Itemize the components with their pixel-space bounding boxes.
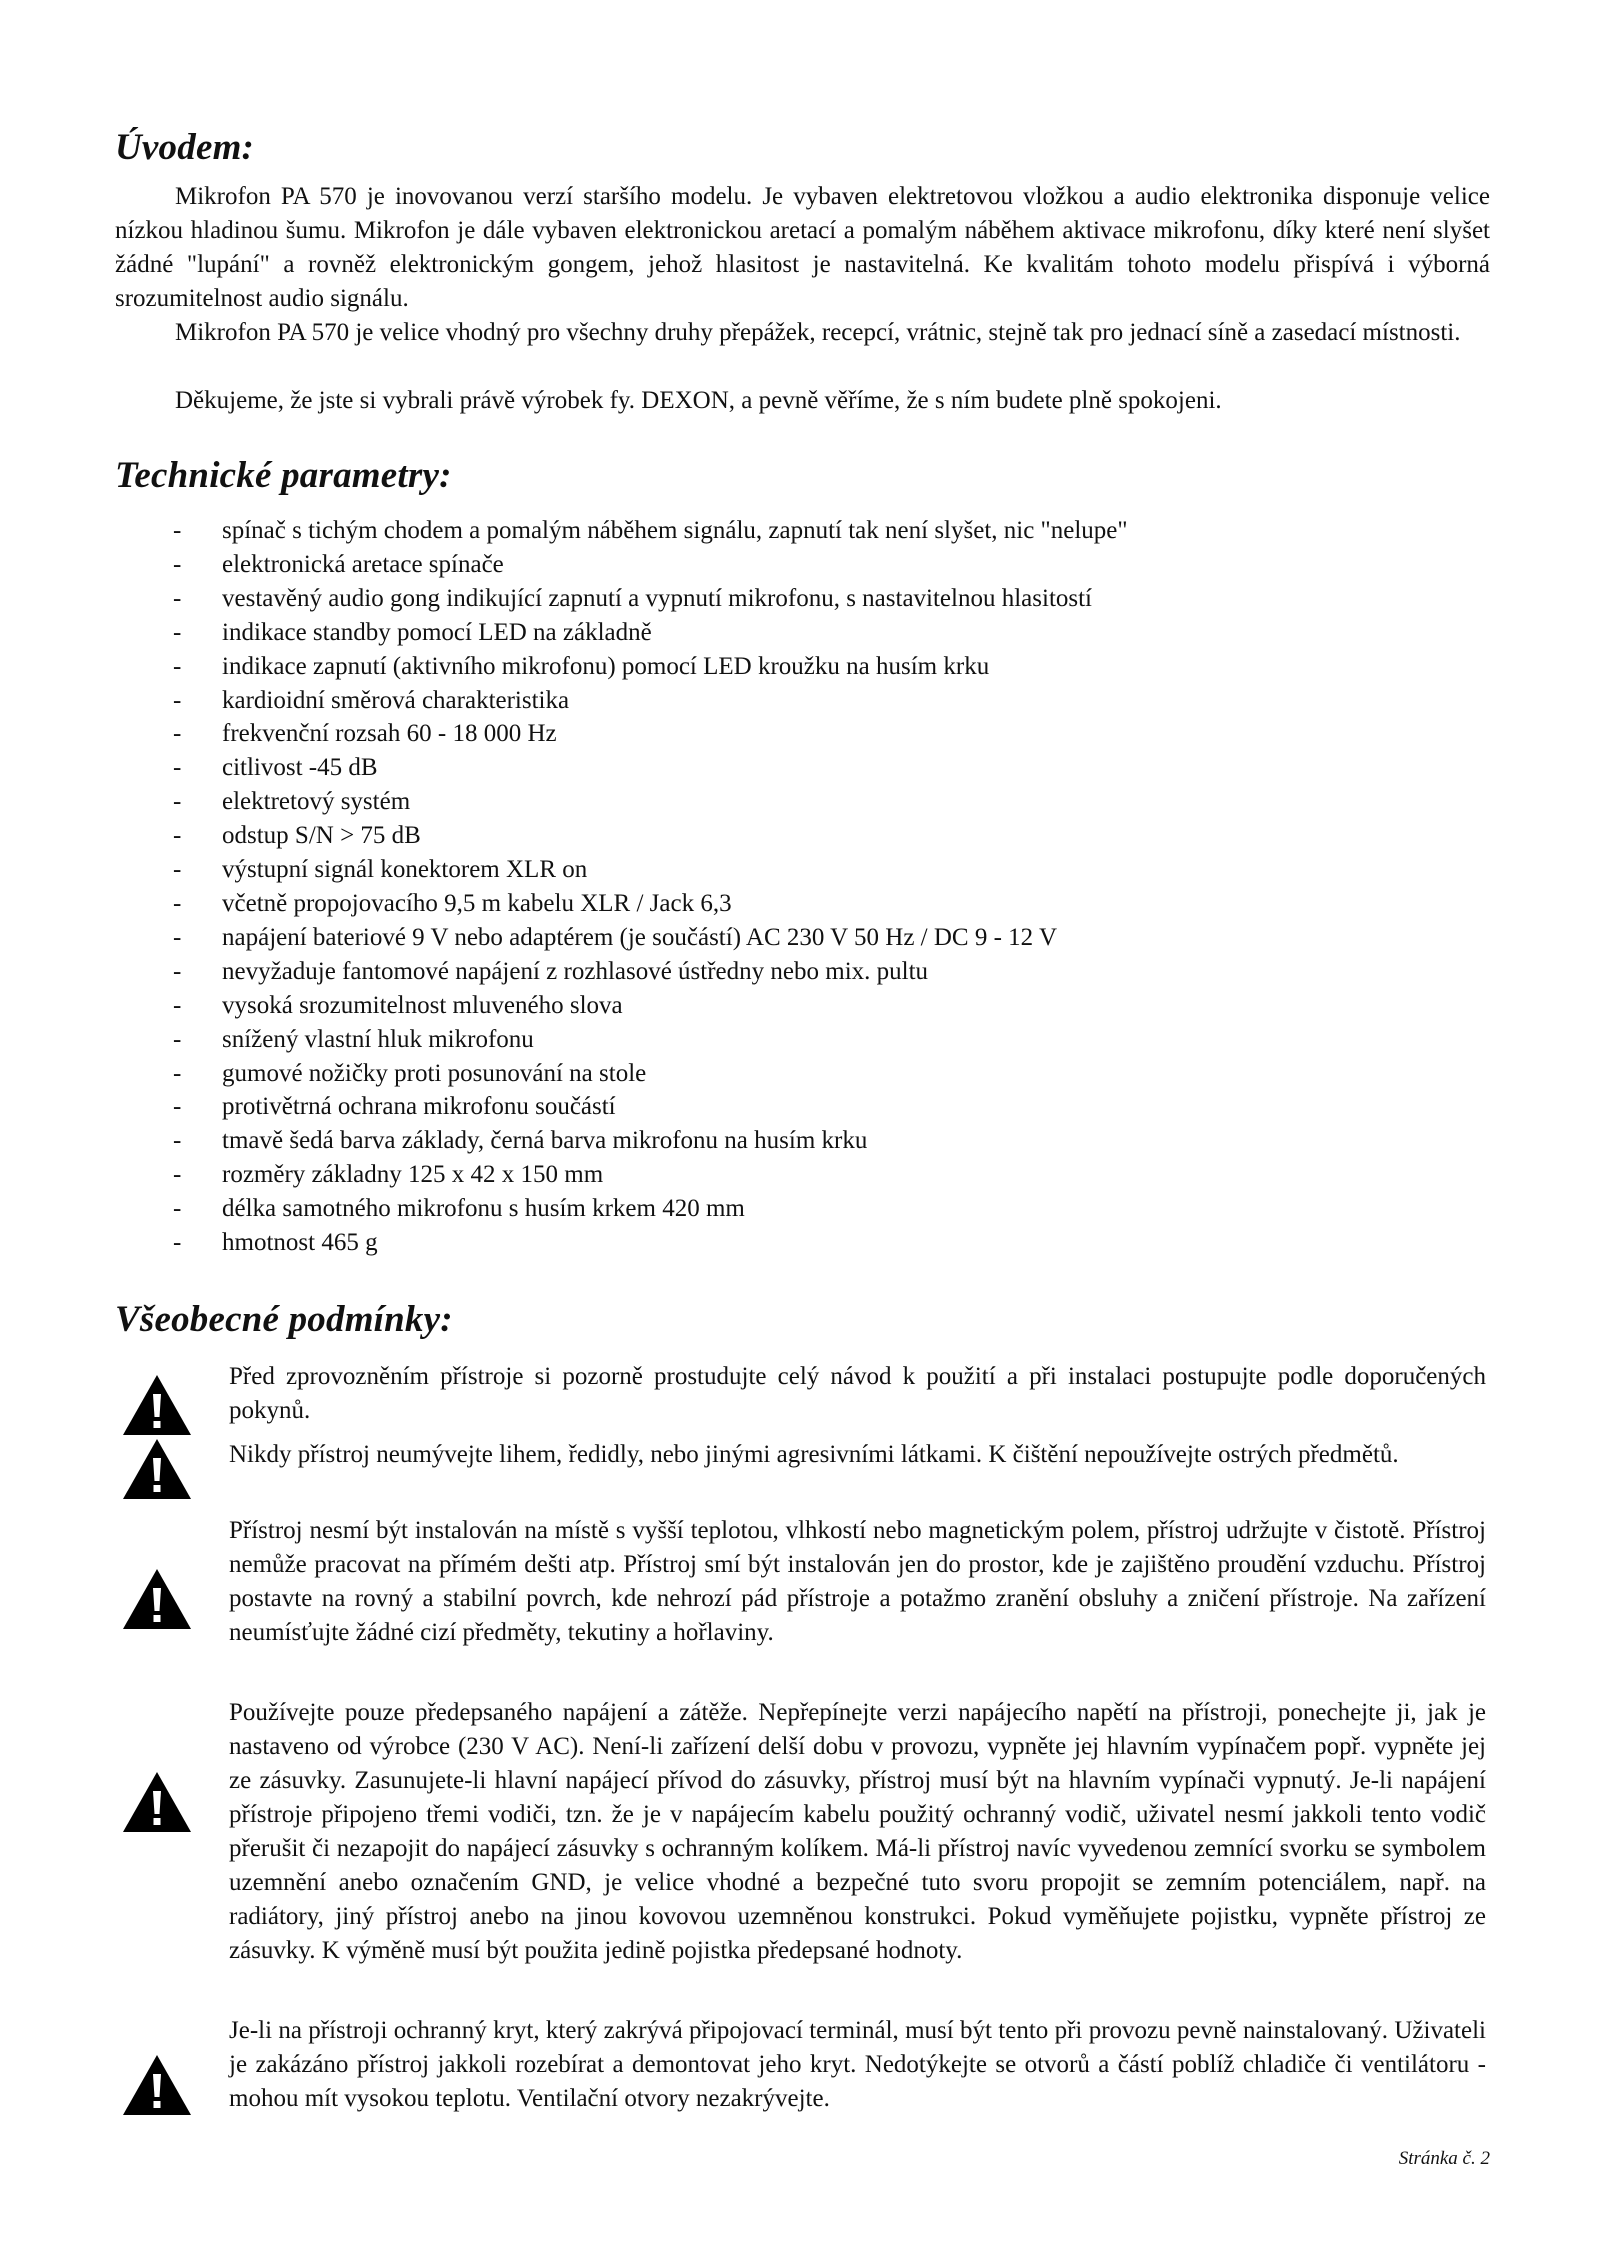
list-item: - tmavě šedá barva základy, černá barva mikrofonu na husím krku	[173, 1127, 868, 1155]
warning-text: Před zprovozněním přístroje si pozorně prostudujte celý návod k použití a při instalaci postupujte podle doporučených pokynů.	[229, 1363, 1486, 1424]
list-item: - rozměry základny 125 x 42 x 150 mm	[173, 1161, 604, 1189]
intro-paragraph-3: Děkujeme, že jste si vybrali právě výrobek fy. DEXON, a pevně věříme, že s ním budete plně spokojeni.	[175, 387, 1222, 414]
list-item: - vysoká srozumitelnost mluveného slova	[173, 991, 623, 1019]
warning-triangle-icon	[122, 1771, 192, 1833]
warning-text: Je-li na přístroji ochranný kryt, který zakrývá připojovací terminál, musí být tento při provozu pevně nainstalovaný. Uživateli je zakázáno přístroj jakkoli rozebírat a demontovat jeho kryt. Nedotýkejte se otvorů a částí poblíž chladiče či ventilátoru - mohou mít vysokou teplotu. Ventilační otvory nezakrývejte.	[229, 2017, 1486, 2112]
list-item: - frekvenční rozsah 60 - 18 000 Hz	[173, 720, 557, 748]
general-heading: Všeobecné podmínky:	[115, 1299, 453, 1340]
list-item: - napájení bateriové 9 V nebo adaptérem (je součástí) AC 230 V 50 Hz / DC 9 - 12 V	[173, 923, 1058, 951]
list-item: - indikace zapnutí (aktivního mikrofonu) pomocí LED kroužku na husím krku	[173, 652, 990, 680]
warning-text: Nikdy přístroj neumývejte lihem, ředidly, nebo jinými agresivními látkami. K čištění nepoužívejte ostrých předmětů.	[229, 1441, 1399, 1468]
list-item: - indikace standby pomocí LED na základně	[173, 618, 652, 646]
list-item: - délka samotného mikrofonu s husím krkem 420 mm	[173, 1195, 745, 1223]
list-item: - spínač s tichým chodem a pomalým náběhem signálu, zapnutí tak není slyšet, nic "nelupe"	[173, 517, 1128, 544]
list-item: - výstupní signál konektorem XLR on	[173, 856, 588, 884]
list-item: - odstup S/N > 75 dB	[173, 822, 421, 850]
technical-parameter-list	[170, 514, 1128, 1260]
warning-triangle-icon	[122, 1568, 192, 1630]
warning-triangle-icon	[122, 1438, 192, 1500]
list-item: - citlivost -45 dB	[173, 754, 378, 782]
warning-triangle-icon	[122, 1374, 192, 1436]
warning-text: Přístroj nesmí být instalován na místě s vyšší teplotou, vlhkostí nebo magnetickým polem, přístroj udržujte v čistotě. Přístroj nemůže pracovat na přímém dešti atp. Přístroj smí být instalován jen do prostor, kde je zajištěno proudění vzduchu. Přístroj postavte na rovný a stabilní povrch, kde nehrozí pád přístroje a potažmo zranění obsluhy a zničení přístroje. Na zařízení neumísťujte žádné cizí předměty, tekutiny a hořlaviny.	[229, 1517, 1486, 1646]
list-item: - snížený vlastní hluk mikrofonu	[173, 1025, 534, 1053]
warning-text: Používejte pouze předepsaného napájení a zátěže. Nepřepínejte verzi napájecího napětí na přístroji, ponechejte ji, jak je nastaveno od výrobce (230 V AC). Není-li zařízení delší dobu v provozu, vypněte jej hlavním vypínačem popř. vypněte jej ze zásuvky. Zasunujete-li hlavní napájecí přívod do zásuvky, přístroj musí být na hlavním vypínači vypnutý. Je-li napájení přístroje připojeno třemi vodiči, tzn. že je v napájecím kabelu použitý ochranný vodič, uživatel nesmí jakkoli tento vodič přerušit či nezapojit do napájecí zásuvky s ochranným kolíkem. Má-li přístroj navíc vyvedenou zemnící svorku se symbolem uzemnění anebo označením GND, je velice vhodné a bezpečné tuto svoru propojit se zemním potenciálem, např. na radiátory, jiný přístroj anebo na jinou kovovou uzemněnou konstrukci. Pokud vyměňujete pojistku, vypněte přístroj ze zásuvky. K výměně musí být použita jedině pojistka předepsané hodnoty.	[229, 1699, 1486, 1964]
intro-heading: Úvodem:	[115, 127, 255, 168]
list-item: - nevyžaduje fantomové napájení z rozhlasové ústředny nebo mix. pultu	[173, 957, 929, 985]
list-item: - vestavěný audio gong indikující zapnutí a vypnutí mikrofonu, s nastavitelnou hlasitostí	[173, 584, 1093, 612]
warning-triangle-icon	[122, 2054, 192, 2116]
page-number: Stránka č. 2	[1398, 2148, 1490, 2169]
list-item: - protivětrná ochrana mikrofonu součástí	[173, 1093, 616, 1121]
list-item: - gumové nožičky proti posunování na stole	[173, 1059, 647, 1087]
list-item: - elektretový systém	[173, 788, 411, 816]
list-item: - elektronická aretace spínače	[173, 550, 504, 578]
intro-paragraph-1: Mikrofon PA 570 je inovovanou verzí staršího modelu. Je vybaven elektretovou vložkou a audio elektronika disponuje velice nízkou hladinou šumu. Mikrofon je dále vybaven elektronickou aretací a pomalým náběhem aktivace mikrofonu, díky které není slyšet žádné "lupání" a rovněž elektronickým gongem, jehož hlasitost je nastavitelná. Ke kvalitám tohoto modelu přispívá i výborná srozumitelnost audio signálu.	[115, 183, 1490, 312]
intro-paragraph-2: Mikrofon PA 570 je velice vhodný pro všechny druhy přepážek, recepcí, vrátnic, stejně tak pro jednací síně a zasedací místnosti.	[175, 319, 1461, 346]
list-item: - včetně propojovacího 9,5 m kabelu XLR / Jack 6,3	[173, 889, 732, 917]
list-item: - kardioidní směrová charakteristika	[173, 686, 570, 714]
technical-heading: Technické parametry:	[115, 455, 452, 496]
list-item: - hmotnost 465 g	[173, 1229, 378, 1257]
